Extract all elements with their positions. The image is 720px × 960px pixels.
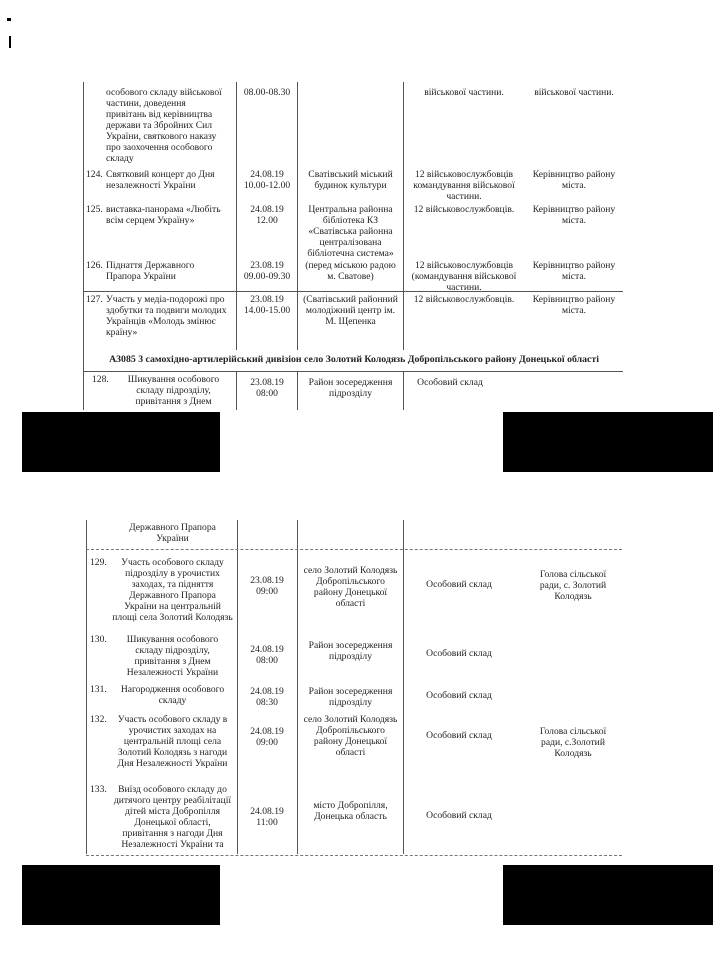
table-border bbox=[297, 520, 298, 854]
event-cell: Державного Прапора України bbox=[129, 522, 216, 544]
datetime-cell: 24.08.19 12.00 bbox=[250, 204, 284, 226]
table-border bbox=[86, 855, 622, 856]
datetime-cell: 24.08.19 10.00-12.00 bbox=[243, 169, 291, 191]
scan-mark bbox=[9, 36, 11, 48]
section-heading: А3085 3 самохідно-артилерійський дивізіон село Золотий Колодязь Добропільського району Донецької області bbox=[109, 354, 599, 365]
participants-cell: Особовий склад bbox=[426, 579, 492, 590]
redaction-box bbox=[22, 412, 220, 472]
place-cell: Район зосередження підрозділу bbox=[308, 640, 393, 662]
participants-cell: 12 військовослужбовців (командування військової частини. bbox=[411, 260, 517, 293]
event-cell: Участь особового складу підрозділу в урочистих заходах, та підняття Державного Прапора України на центральній площі села Золотий Колодязь bbox=[112, 557, 233, 623]
row-number: 133. bbox=[90, 784, 107, 795]
redaction-box bbox=[503, 865, 713, 925]
responsible-cell: Керівництво району міста. bbox=[532, 260, 616, 282]
place-cell: Сватівський міський будинок культури bbox=[308, 169, 393, 191]
table-border bbox=[297, 82, 298, 350]
participants-cell: Особовий склад bbox=[426, 690, 492, 701]
place-cell: село Золотий Колодязь Добропільського району Донецької області bbox=[303, 714, 398, 758]
table-border bbox=[236, 82, 237, 350]
participants-cell: Особовий склад bbox=[426, 810, 492, 821]
participants-cell: Особовий склад bbox=[426, 730, 492, 741]
responsible-cell: Керівництво району міста. bbox=[532, 204, 616, 226]
participants-cell: 12 військовослужбовців командування військової частини. bbox=[413, 169, 515, 202]
redaction-box bbox=[503, 412, 713, 472]
table-border bbox=[83, 291, 623, 292]
row-number: 126. bbox=[86, 260, 103, 271]
event-cell: виставка-панорама «Любіть всім серцем Україну» bbox=[106, 204, 221, 226]
event-cell: Святковий концерт до Дня незалежності України bbox=[106, 169, 215, 191]
place-cell: (Сватівський районний молодіжний центр ім. М. Щепенка bbox=[303, 294, 398, 327]
datetime-cell: 23.08.19 08:00 bbox=[250, 377, 284, 399]
row-number: 130. bbox=[90, 634, 107, 645]
table-border bbox=[403, 520, 404, 854]
participants-cell: 12 військовослужбовців. bbox=[413, 294, 515, 305]
table-border bbox=[86, 520, 87, 854]
table-border bbox=[403, 82, 404, 350]
place-cell: Район зосередження підрозділу bbox=[308, 377, 393, 399]
row-number: 128. bbox=[92, 374, 109, 385]
participants-cell: Особовий склад bbox=[417, 377, 483, 388]
datetime-cell: 23.08.19 09:00 bbox=[250, 575, 284, 597]
place-cell: Центральна районна бібліотека КЗ «Сватівська районна централізована бібліотечна система» bbox=[307, 204, 394, 259]
event-cell: особового складу військової частини, доведення привітань від керівництва держави та Збройних Сил України, святкового наказу про заохочення особового складу bbox=[106, 87, 222, 164]
row-number: 132. bbox=[90, 714, 107, 725]
redaction-box bbox=[22, 865, 220, 925]
participants-cell: 12 військовослужбовців. bbox=[413, 204, 515, 215]
place-cell: (перед міською радою м. Сватове) bbox=[305, 260, 396, 282]
responsible-cell: Голова сільської ради, с. Золотий Колодязь bbox=[539, 569, 607, 602]
event-cell: Нагородження особового складу bbox=[120, 684, 225, 706]
participants-cell: Особовий склад bbox=[426, 648, 492, 659]
datetime-cell: 24.08.19 08:30 bbox=[250, 686, 284, 708]
table-border bbox=[236, 372, 237, 410]
datetime-cell: 24.08.19 11:00 bbox=[250, 806, 284, 828]
event-cell: Участь у медіа-подорожі про здобутки та подвиги молодих Українців «Молодь змінює країну» bbox=[106, 294, 227, 338]
place-cell: Район зосередження підрозділу bbox=[308, 686, 393, 708]
responsible-cell: Голова сільської ради, с.Золотий Колодязь bbox=[539, 726, 607, 759]
event-cell: Участь особового складу в урочистих заходах на центральній площі села Золотий Колодязь з нагоди Дня Незалежності України bbox=[117, 714, 228, 769]
row-number: 127. bbox=[86, 294, 103, 305]
responsible-cell: військової частини. bbox=[534, 87, 614, 98]
event-cell: Шикування особового складу підрозділу, привітання з Днем Незалежності України bbox=[126, 634, 219, 678]
datetime-cell: 08.00-08.30 bbox=[243, 87, 291, 98]
table-border bbox=[403, 372, 404, 410]
event-cell: Піднаття Державного Прапора України bbox=[106, 260, 195, 282]
table-border bbox=[86, 549, 622, 550]
row-number: 131. bbox=[90, 684, 107, 695]
datetime-cell: 23.08.19 09.00-09.30 bbox=[243, 260, 291, 282]
table-border bbox=[83, 371, 623, 372]
datetime-cell: 24.08.19 09:00 bbox=[250, 726, 284, 748]
event-cell: Виїзд особового складу до дитячого центру реабілітації дітей міста Добропілля Донецької області, привітання з нагоди Дня Незалежності України та bbox=[113, 784, 232, 850]
responsible-cell: Керівництво району міста. bbox=[532, 294, 616, 316]
scan-mark bbox=[7, 18, 11, 21]
place-cell: село Золотий Колодязь Добропільського району Донецької області bbox=[303, 565, 398, 609]
row-number: 124. bbox=[86, 169, 103, 180]
row-number: 129. bbox=[90, 557, 107, 568]
table-border bbox=[297, 372, 298, 410]
place-cell: місто Добропілля, Донецька область bbox=[313, 800, 388, 822]
datetime-cell: 23.08.19 14.00-15.00 bbox=[243, 294, 291, 316]
datetime-cell: 24.08.19 08:00 bbox=[250, 644, 284, 666]
participants-cell: військової частини. bbox=[424, 87, 504, 98]
event-cell: Шикування особового складу підрозділу, привітання з Днем bbox=[127, 374, 220, 407]
row-number: 125. bbox=[86, 204, 103, 215]
responsible-cell: Керівництво району міста. bbox=[532, 169, 616, 191]
